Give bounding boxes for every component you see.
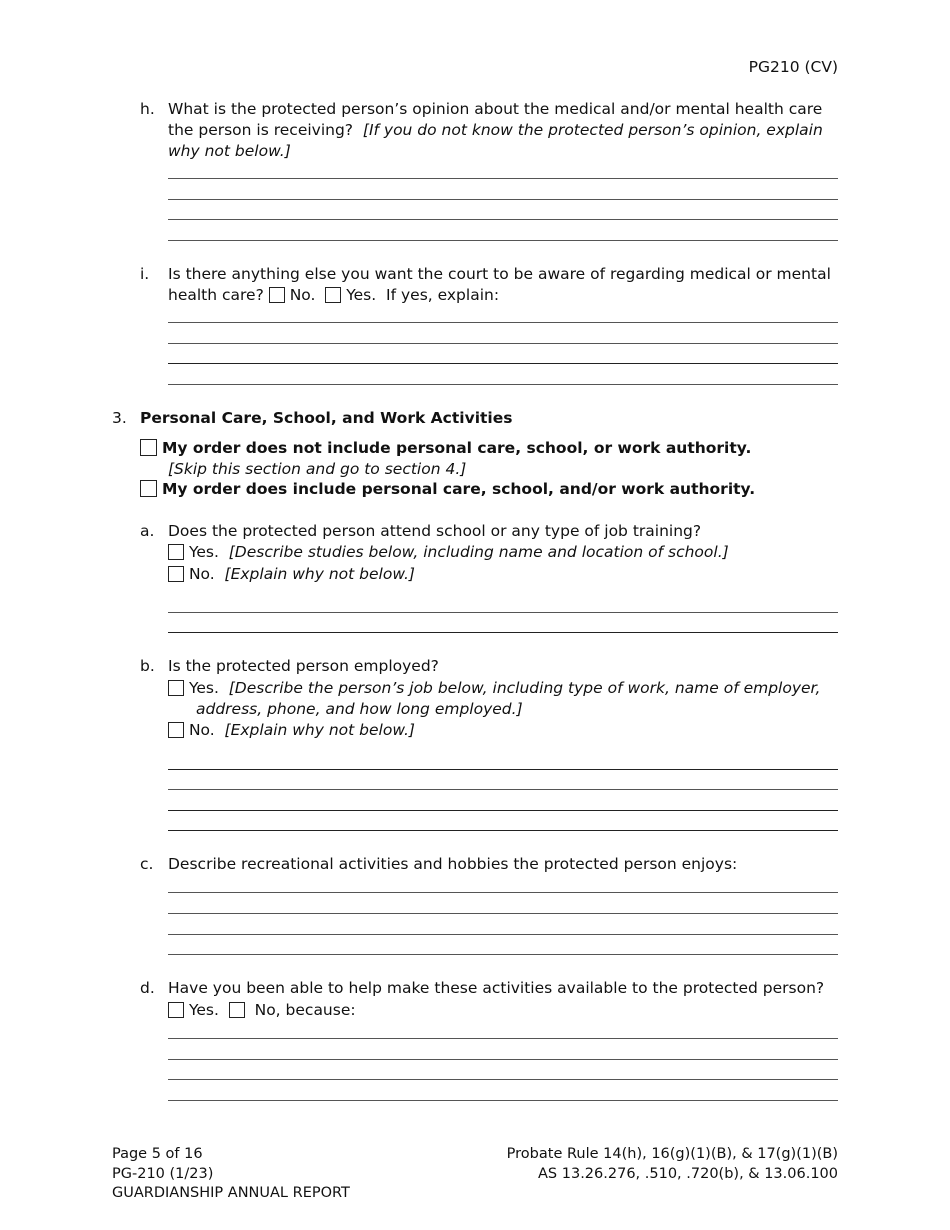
item-d-letter: d.	[140, 979, 155, 997]
answer-line-c-2[interactable]	[168, 913, 838, 914]
order-includes-authority-label: My order does include personal care, school, and/or work authority.	[161, 480, 756, 498]
item-d-options-row	[168, 1000, 838, 1021]
footer-right	[507, 1145, 838, 1184]
answer-line-h-1[interactable]	[168, 178, 838, 179]
item-i-no-checkbox[interactable]	[269, 287, 285, 303]
answer-line-a-1[interactable]	[168, 612, 838, 613]
answer-line-b-4[interactable]	[168, 830, 838, 831]
answer-line-i-4[interactable]	[168, 384, 838, 385]
answer-line-d-4[interactable]	[168, 1100, 838, 1101]
footer-rule-line2: AS 13.26.276, .510, .720(b), & 13.06.100	[538, 1165, 838, 1182]
item-i-no-label: No.	[289, 286, 316, 304]
item-a-question: Does the protected person attend school or any type of job training?	[168, 522, 702, 540]
item-h-letter: h.	[140, 100, 155, 118]
answer-line-h-4[interactable]	[168, 240, 838, 241]
item-a-letter: a.	[140, 522, 155, 540]
section-3-option1-note-row	[168, 459, 466, 480]
item-a-no-note: [Explain why not below.]	[224, 565, 415, 583]
item-h-question: What is the protected person’s opinion about the medical and/or mental health care the person is receiving?	[168, 100, 823, 139]
item-i-question-line2: health care?	[168, 286, 264, 304]
item-a-no-label: No.	[188, 565, 215, 583]
item-b-yes-label: Yes.	[188, 679, 219, 697]
item-i-letter: i.	[140, 265, 150, 283]
footer-form-version: PG-210 (1/23)	[112, 1165, 214, 1182]
answer-line-d-2[interactable]	[168, 1059, 838, 1060]
answer-line-b-3[interactable]	[168, 810, 838, 811]
item-b-yes-checkbox[interactable]	[168, 680, 184, 696]
item-i-yes-label: Yes.	[346, 286, 377, 304]
order-excludes-authority-note: [Skip this section and go to section 4.]	[168, 460, 467, 478]
item-b-no-label: No.	[188, 721, 215, 739]
item-c-letter: c.	[140, 855, 154, 873]
answer-line-h-3[interactable]	[168, 219, 838, 220]
answer-line-i-1[interactable]	[168, 322, 838, 323]
item-b-yes-note-line2-row	[196, 699, 523, 720]
section-3-title	[140, 408, 512, 429]
order-includes-authority-checkbox[interactable]	[140, 480, 157, 497]
answer-line-i-2[interactable]	[168, 343, 838, 344]
item-i-followup: If yes, explain:	[386, 286, 500, 304]
answer-line-c-1[interactable]	[168, 892, 838, 893]
item-a-yes-note: [Describe studies below, including name and location of school.]	[228, 543, 729, 561]
order-excludes-authority-checkbox[interactable]	[140, 439, 157, 456]
answer-line-c-4[interactable]	[168, 954, 838, 955]
order-excludes-authority-label: My order does not include personal care, school, or work authority.	[161, 439, 752, 457]
answer-line-c-3[interactable]	[168, 934, 838, 935]
footer-rule-line1: Probate Rule 14(h), 16(g)(1)(B), & 17(g)(1)(B)	[506, 1146, 838, 1162]
item-b-no-row	[168, 720, 838, 741]
item-i-question-line1: Is there anything else you want the court to be aware of regarding medical or mental	[168, 265, 831, 283]
footer-form-title: GUARDIANSHIP ANNUAL REPORT	[112, 1185, 350, 1201]
item-d-yes-checkbox[interactable]	[168, 1002, 184, 1018]
section-3-option2-row	[140, 479, 755, 500]
item-d-yes-label: Yes.	[188, 1001, 219, 1019]
item-h-question-block	[168, 99, 838, 162]
item-d-no-checkbox[interactable]	[229, 1002, 245, 1018]
footer-page-number: Page 5 of 16	[112, 1146, 203, 1162]
item-c-question: Describe recreational activities and hobbies the protected person enjoys:	[168, 855, 738, 873]
item-b-no-checkbox[interactable]	[168, 722, 184, 738]
item-b-yes-row	[168, 678, 838, 699]
item-a-yes-checkbox[interactable]	[168, 544, 184, 560]
section-3-title-text: Personal Care, School, and Work Activities	[140, 409, 513, 427]
answer-line-b-2[interactable]	[168, 789, 838, 790]
item-d-question: Have you been able to help make these activities available to the protected person?	[168, 979, 825, 997]
item-b-letter: b.	[140, 657, 155, 675]
answer-line-d-1[interactable]	[168, 1038, 838, 1039]
item-b-no-note: [Explain why not below.]	[224, 721, 415, 739]
section-3-option1-row	[140, 438, 751, 459]
answer-line-i-3[interactable]	[168, 363, 838, 364]
item-b-yes-note-line1: [Describe the person’s job below, including type of work, name of employer,	[228, 679, 821, 697]
item-i-question-line2-row	[168, 285, 838, 306]
answer-line-h-2[interactable]	[168, 199, 838, 200]
form-code: PG210 (CV)	[748, 58, 838, 76]
item-a-no-checkbox[interactable]	[168, 566, 184, 582]
answer-line-d-3[interactable]	[168, 1079, 838, 1080]
item-a-no-row	[168, 564, 838, 585]
footer-left	[112, 1145, 350, 1204]
item-b-yes-note-line2: address, phone, and how long employed.]	[196, 700, 523, 718]
answer-line-b-1[interactable]	[168, 769, 838, 770]
item-b-question: Is the protected person employed?	[168, 657, 439, 675]
answer-line-a-2[interactable]	[168, 632, 838, 633]
item-i-yes-checkbox[interactable]	[325, 287, 341, 303]
item-a-yes-row	[168, 542, 838, 563]
item-d-no-label: No, because:	[254, 1001, 356, 1019]
item-a-yes-label: Yes.	[188, 543, 219, 561]
section-3-number: 3.	[112, 409, 127, 427]
item-h-instruction: [If you do not know the protected person’s opinion, explain why not below.]	[168, 121, 823, 160]
